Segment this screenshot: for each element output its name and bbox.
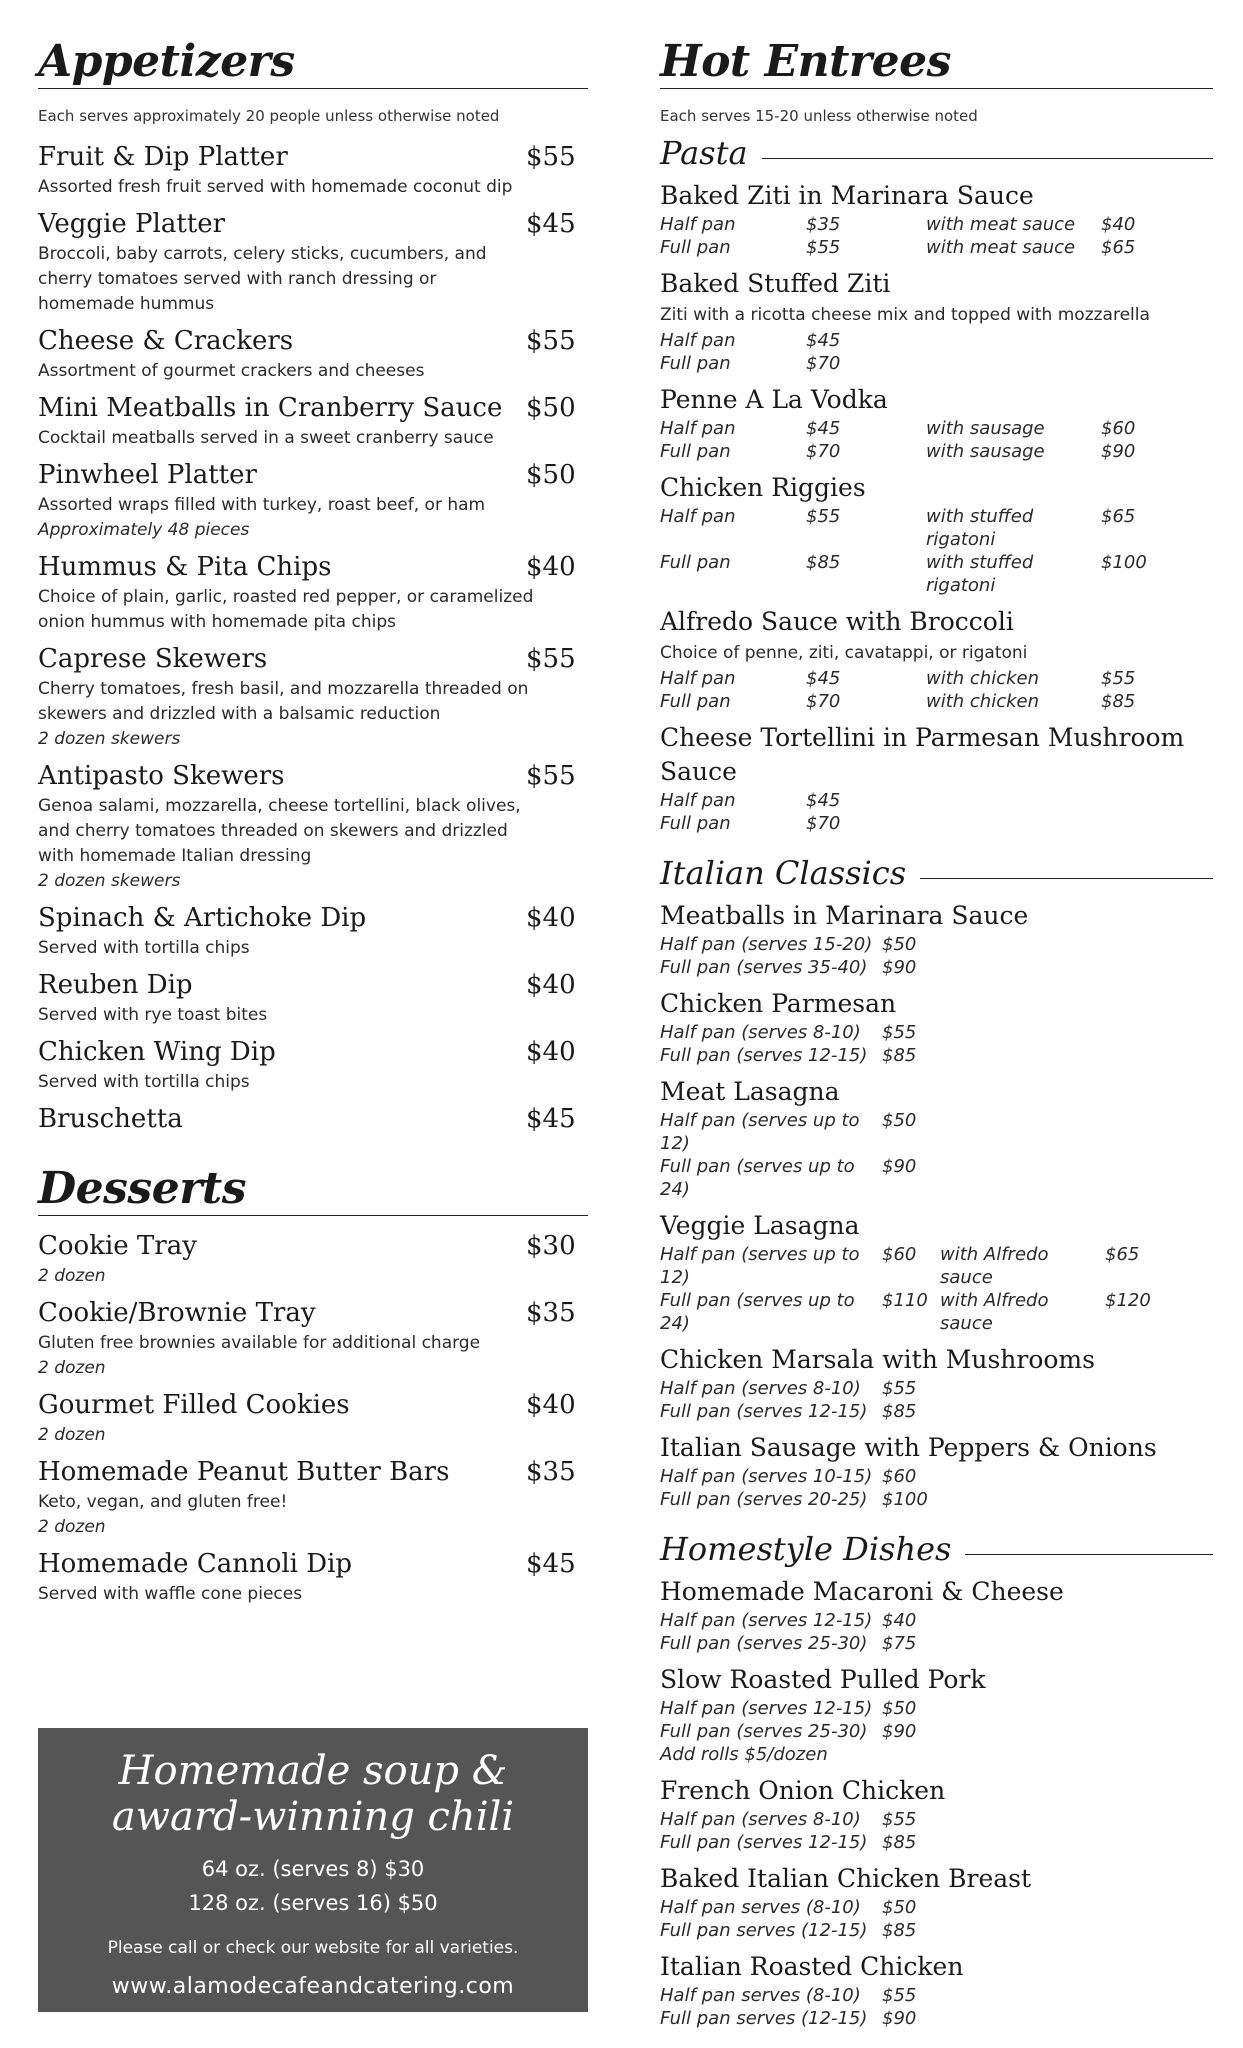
menu-item [38,457,588,543]
price-row [660,933,1213,956]
pan-size-label: Full pan (serves up to 24) [660,1290,855,1334]
menu-item-note: 2 dozen skewers [38,871,181,891]
pan-price: $90 [882,2008,917,2029]
price-row [660,1465,1213,1488]
menu-item-name: Bruschetta [38,1104,183,1134]
menu-item-name: Chicken Wing Dip [38,1037,276,1067]
option-label: with Alfredo sauce [940,1244,1049,1288]
pan-price: $45 [806,330,841,351]
menu-item-note: Approximately 48 pieces [38,520,250,540]
pan-price: $40 [882,1610,917,1631]
menu-item-price: $35 [526,1457,576,1487]
menu-item-header [38,206,588,242]
menu-item-price: $30 [526,1231,576,1261]
option-price: $65 [1101,237,1136,258]
option-price: $120 [1105,1290,1151,1311]
menu-item-price: $40 [526,552,576,582]
menu-item-name: Veggie Platter [38,209,226,239]
soup-chili-promo [38,1728,588,2012]
entree-name: Chicken Parmesan [660,989,897,1018]
price-row [660,2007,1213,2030]
entree-name: Italian Roasted Chicken [660,1952,964,1981]
menu-item [38,641,588,752]
pan-size-label: Full pan (serves 12-15) [660,1832,868,1853]
pan-price: $55 [882,1378,917,1399]
menu-item [38,549,588,635]
menu-item-description: Keto, vegan, and gluten free! [38,1492,288,1512]
menu-item-description: Served with tortilla chips [38,938,250,958]
pan-size-label: Full pan (serves up to 24) [660,1156,855,1200]
menu-item-description: Choice of plain, garlic, roasted red pepper, or caramelized onion hummus with homemade pita chips [38,587,534,632]
menu-item-price: $40 [526,903,576,933]
option-price: $55 [1101,668,1136,689]
menu-item [38,390,588,451]
price-row [660,690,1213,713]
menu-item-price: $55 [526,142,576,172]
pan-price: $90 [882,1721,917,1742]
pan-size-label: Full pan [660,441,731,462]
pan-price: $70 [806,691,841,712]
price-row [660,1243,1213,1289]
hot-entrees-heading: Hot Entrees [660,0,1213,89]
price-row [660,1044,1213,1067]
entree-name: Baked Ziti in Marinara Sauce [660,181,1034,210]
dessert-list [38,1228,588,1607]
menu-item-name: Gourmet Filled Cookies [38,1390,350,1420]
hot-entrees-note: Each serves 15-20 unless otherwise noted [660,107,978,125]
menu-item-name: Spinach & Artichoke Dip [38,903,367,933]
pan-price: $90 [882,957,917,978]
pan-price: $55 [806,506,841,527]
left-column [38,0,588,1613]
option-label: with chicken [926,691,1040,712]
entree-name: Veggie Lasagna [660,1211,860,1240]
menu-item-price: $50 [526,393,576,423]
menu-item-description: Assortment of gourmet crackers and cheeses [38,361,425,381]
menu-item [38,1546,588,1607]
menu-item [38,900,588,961]
entree-item [660,721,1213,835]
menu-item [38,1454,588,1540]
option-label [926,789,1101,812]
pan-price: $85 [882,1920,917,1941]
menu-item-header [38,1454,588,1490]
menu-item [38,206,588,317]
menu-item-name: Hummus & Pita Chips [38,552,332,582]
entree-name: Alfredo Sauce with Broccoli [660,607,1014,636]
appetizer-list [38,139,588,1137]
price-row [660,551,1213,597]
price-row [660,417,1213,440]
option-price [1101,329,1201,352]
pan-size-label: Full pan (serves 25-30) [660,1721,868,1742]
menu-item-header [38,139,588,175]
option-price: $65 [1101,506,1136,527]
appetizers-note: Each serves approximately 20 people unless otherwise noted [38,107,500,125]
entree-name: Baked Stuffed Ziti [660,269,891,298]
pan-price: $45 [806,418,841,439]
pan-price: $55 [882,1022,917,1043]
pan-price: $60 [882,1244,917,1265]
menu-item-description: Genoa salami, mozzarella, cheese tortellini, black olives, and cherry tomatoes threaded on skewers and drizzled with homemade Italian dressing [38,796,521,866]
pan-price: $55 [806,237,841,258]
menu-item-name: Homemade Peanut Butter Bars [38,1457,450,1487]
menu-item-note: 2 dozen [38,1425,106,1445]
menu-item-name: Caprese Skewers [38,644,268,674]
entree-item [660,1075,1213,1201]
pan-size-label: Full pan (serves 20-25) [660,1489,868,1510]
entree-name: Italian Sausage with Peppers & Onions [660,1433,1157,1462]
entree-name: Cheese Tortellini in Parmesan Mushroom Sauce [660,723,1185,786]
appetizers-heading: Appetizers [38,0,588,89]
menu-item-note: 2 dozen [38,1358,106,1378]
menu-item-header [38,1228,588,1264]
menu-item-header [38,900,588,936]
menu-item-name: Pinwheel Platter [38,460,257,490]
menu-item-price: $50 [526,460,576,490]
menu-item-header [38,758,588,794]
promo-website-link[interactable]: www.alamodecafeandcatering.com [111,1974,515,1999]
homestyle-list [660,1575,1213,2030]
menu-item-note: 2 dozen [38,1266,106,1286]
menu-item-name: Homemade Cannoli Dip [38,1549,353,1579]
pan-price: $55 [882,1985,917,2006]
price-row [660,789,1213,812]
pan-size-label: Half pan (serves up to 12) [660,1110,860,1154]
pan-price: $85 [882,1832,917,1853]
entree-item [660,471,1213,597]
menu-item-header [38,1546,588,1582]
menu-item [38,758,588,894]
option-price [1101,789,1201,812]
pan-size-label: Full pan (serves 25-30) [660,1633,868,1654]
menu-item [38,323,588,384]
pan-size-label: Full pan serves (12-15) [660,1920,868,1941]
price-row [660,1155,1213,1201]
entree-item [660,1950,1213,2030]
pan-price: $110 [882,1290,928,1311]
pan-price: $55 [882,1809,917,1830]
pan-size-label: Half pan (serves 12-15) [660,1698,873,1719]
pan-size-label: Half pan [660,418,736,439]
price-row [660,505,1213,551]
pan-size-label: Full pan (serves 12-15) [660,1045,868,1066]
menu-item-description: Served with tortilla chips [38,1072,250,1092]
price-row [660,956,1213,979]
pan-size-label: Half pan (serves 12-15) [660,1610,873,1631]
menu-item [38,139,588,200]
pan-price: $70 [806,813,841,834]
pan-size-label: Full pan (serves 35-40) [660,957,868,978]
promo-heading-line1: Homemade soup & [118,1748,508,1794]
menu-item-note: 2 dozen skewers [38,729,181,749]
pan-size-label: Half pan [660,790,736,811]
price-row [660,1109,1213,1155]
pan-price: $35 [806,214,841,235]
pan-size-label: Full pan [660,552,731,573]
pasta-subheading [660,133,1213,173]
entree-item [660,179,1213,259]
price-row [660,1808,1213,1831]
entree-name: Meat Lasagna [660,1077,840,1106]
option-price: $100 [1101,552,1147,573]
pan-price: $100 [882,1489,928,1510]
menu-item-price: $40 [526,970,576,1000]
divider [920,878,1213,879]
entree-name: Chicken Riggies [660,473,866,502]
menu-item-name: Cheese & Crackers [38,326,294,356]
option-label: with chicken [926,668,1040,689]
price-row [660,440,1213,463]
italian-classics-subheading [660,853,1213,893]
entree-item [660,1209,1213,1335]
entree-name: Slow Roasted Pulled Pork [660,1665,986,1694]
pan-price: $85 [882,1045,917,1066]
menu-item-name: Reuben Dip [38,970,193,1000]
pan-price: $85 [882,1401,917,1422]
entree-description: Ziti with a ricotta cheese mix and topped with mozzarella [660,305,1150,325]
option-label: with Alfredo sauce [940,1290,1049,1334]
menu-item-header [38,1295,588,1331]
right-column [660,0,1213,2038]
entree-name: Homemade Macaroni & Cheese [660,1577,1064,1606]
pan-size-label: Half pan (serves up to 12) [660,1244,860,1288]
entree-item [660,1343,1213,1423]
entree-description: Choice of penne, ziti, cavatappi, or rigatoni [660,643,1028,663]
entree-item [660,1663,1213,1766]
menu-item-price: $45 [526,1549,576,1579]
entree-item [660,1774,1213,1854]
option-price: $60 [1101,418,1136,439]
option-price: $40 [1101,214,1136,235]
menu-item [38,967,588,1028]
promo-note: Please call or check our website for all varieties. [107,1938,519,1958]
menu-item-name: Mini Meatballs in Cranberry Sauce [38,393,503,423]
price-row [660,1896,1213,1919]
pan-size-label: Half pan [660,330,736,351]
option-price: $85 [1101,691,1136,712]
pan-size-label: Half pan serves (8-10) [660,1985,861,2006]
menu-item-description: Assorted fresh fruit served with homemade coconut dip [38,177,513,197]
entree-item [660,267,1213,375]
pan-size-label: Half pan (serves 8-10) [660,1378,861,1399]
menu-item [38,1034,588,1095]
price-row [660,1400,1213,1423]
menu-item-price: $55 [526,326,576,356]
menu-item [38,1387,588,1448]
pan-size-label: Half pan [660,668,736,689]
option-label: with stuffed rigatoni [926,552,1034,596]
entree-item [660,605,1213,713]
option-price: $65 [1105,1244,1140,1265]
pan-size-label: Half pan (serves 8-10) [660,1022,861,1043]
option-label: with stuffed rigatoni [926,506,1034,550]
pan-price: $50 [882,1698,917,1719]
option-label: with sausage [926,418,1045,439]
pan-price: $50 [882,934,917,955]
promo-size-large: 128 oz. (serves 16) $50 [188,1891,438,1915]
menu-item-description: Served with waffle cone pieces [38,1584,303,1604]
entree-name: Chicken Marsala with Mushrooms [660,1345,1095,1374]
option-label [926,812,1101,835]
price-row [660,1831,1213,1854]
menu-item [38,1101,588,1137]
divider [965,1554,1213,1555]
menu-item-price: $55 [526,761,576,791]
pan-price: $45 [806,790,841,811]
menu-item-description: Cherry tomatoes, fresh basil, and mozzarella threaded on skewers and drizzled with a balsamic reduction [38,679,529,724]
pan-size-label: Half pan (serves 10-15) [660,1466,873,1487]
option-label: with sausage [926,441,1045,462]
option-price [1101,352,1201,375]
price-row [660,812,1213,835]
entree-name: Baked Italian Chicken Breast [660,1864,1032,1893]
menu-item-price: $45 [526,209,576,239]
menu-item-header [38,1101,588,1137]
pan-size-label: Half pan (serves 8-10) [660,1809,861,1830]
price-row [660,667,1213,690]
menu-item-description: Broccoli, baby carrots, celery sticks, cucumbers, and cherry tomatoes served with ranch dressing or homemade hummus [38,244,487,314]
menu-item-header [38,323,588,359]
promo-size-small: 64 oz. (serves 8) $30 [201,1857,425,1881]
menu-item [38,1228,588,1289]
entree-item [660,1431,1213,1511]
price-row [660,236,1213,259]
entree-name: Penne A La Vodka [660,385,888,414]
menu-item-description: Assorted wraps filled with turkey, roast beef, or ham [38,495,486,515]
option-label [926,329,1101,352]
price-row [660,1377,1213,1400]
option-label: with meat sauce [926,237,1076,258]
price-row [660,1720,1213,1743]
menu-item-description: Served with rye toast bites [38,1005,268,1025]
pan-size-label: Half pan [660,506,736,527]
menu-item-header [38,641,588,677]
desserts-heading: Desserts [38,1143,588,1216]
pan-size-label: Full pan [660,237,731,258]
menu-item-name: Cookie/Brownie Tray [38,1298,316,1328]
price-row [660,1021,1213,1044]
pasta-list [660,179,1213,835]
option-price: $90 [1101,441,1136,462]
pan-size-label: Half pan (serves 15-20) [660,934,873,955]
menu-item-header [38,457,588,493]
menu-item-price: $45 [526,1104,576,1134]
price-row [660,1289,1213,1335]
menu-item-header [38,967,588,1003]
pan-price: $70 [806,353,841,374]
price-row [660,1488,1213,1511]
menu-item-price: $40 [526,1390,576,1420]
pan-size-label: Full pan [660,813,731,834]
pan-price: $50 [882,1897,917,1918]
pan-price: $85 [806,552,841,573]
price-row [660,1609,1213,1632]
entree-item [660,987,1213,1067]
option-label: with meat sauce [926,214,1076,235]
menu-item-header [38,390,588,426]
entree-extra-note: Add rolls $5/dozen [660,1744,828,1765]
pan-price: $90 [882,1156,917,1177]
pan-size-label: Full pan serves (12-15) [660,2008,868,2029]
menu-item-note: 2 dozen [38,1517,106,1537]
pan-price: $75 [882,1633,917,1654]
price-row [660,213,1213,236]
price-row [660,1919,1213,1942]
italian-classics-title: Italian Classics [660,854,907,892]
pan-price: $50 [882,1110,917,1131]
price-row [660,352,1213,375]
price-row [660,1697,1213,1720]
menu-item-description: Gluten free brownies available for additional charge [38,1333,481,1353]
menu-item [38,1295,588,1381]
entree-item [660,383,1213,463]
pan-price: $60 [882,1466,917,1487]
entree-item [660,1862,1213,1942]
price-row [660,1632,1213,1655]
menu-item-header [38,1387,588,1423]
menu-item-header [38,549,588,585]
menu-item-price: $55 [526,644,576,674]
menu-item-price: $40 [526,1037,576,1067]
price-row [660,329,1213,352]
entree-item [660,1575,1213,1655]
entree-name: French Onion Chicken [660,1776,946,1805]
option-price [1101,812,1201,835]
menu-item-name: Cookie Tray [38,1231,197,1261]
menu-item-name: Antipasto Skewers [38,761,285,791]
price-row [660,1984,1213,2007]
menu-item-name: Fruit & Dip Platter [38,142,288,172]
pan-price: $45 [806,668,841,689]
pan-size-label: Half pan [660,214,736,235]
pasta-title: Pasta [660,134,748,172]
promo-heading-line2: award-winning chili [111,1794,515,1840]
entree-item [660,899,1213,979]
homestyle-title: Homestyle Dishes [660,1530,952,1568]
homestyle-subheading [660,1529,1213,1569]
pan-size-label: Full pan [660,353,731,374]
menu-item-description: Cocktail meatballs served in a sweet cranberry sauce [38,428,494,448]
italian-classics-list [660,899,1213,1511]
pan-price: $70 [806,441,841,462]
pan-size-label: Full pan (serves 12-15) [660,1401,868,1422]
menu-item-header [38,1034,588,1070]
entree-name: Meatballs in Marinara Sauce [660,901,1029,930]
pan-size-label: Half pan serves (8-10) [660,1897,861,1918]
option-label [926,352,1101,375]
pan-size-label: Full pan [660,691,731,712]
divider [762,158,1213,159]
menu-item-price: $35 [526,1298,576,1328]
